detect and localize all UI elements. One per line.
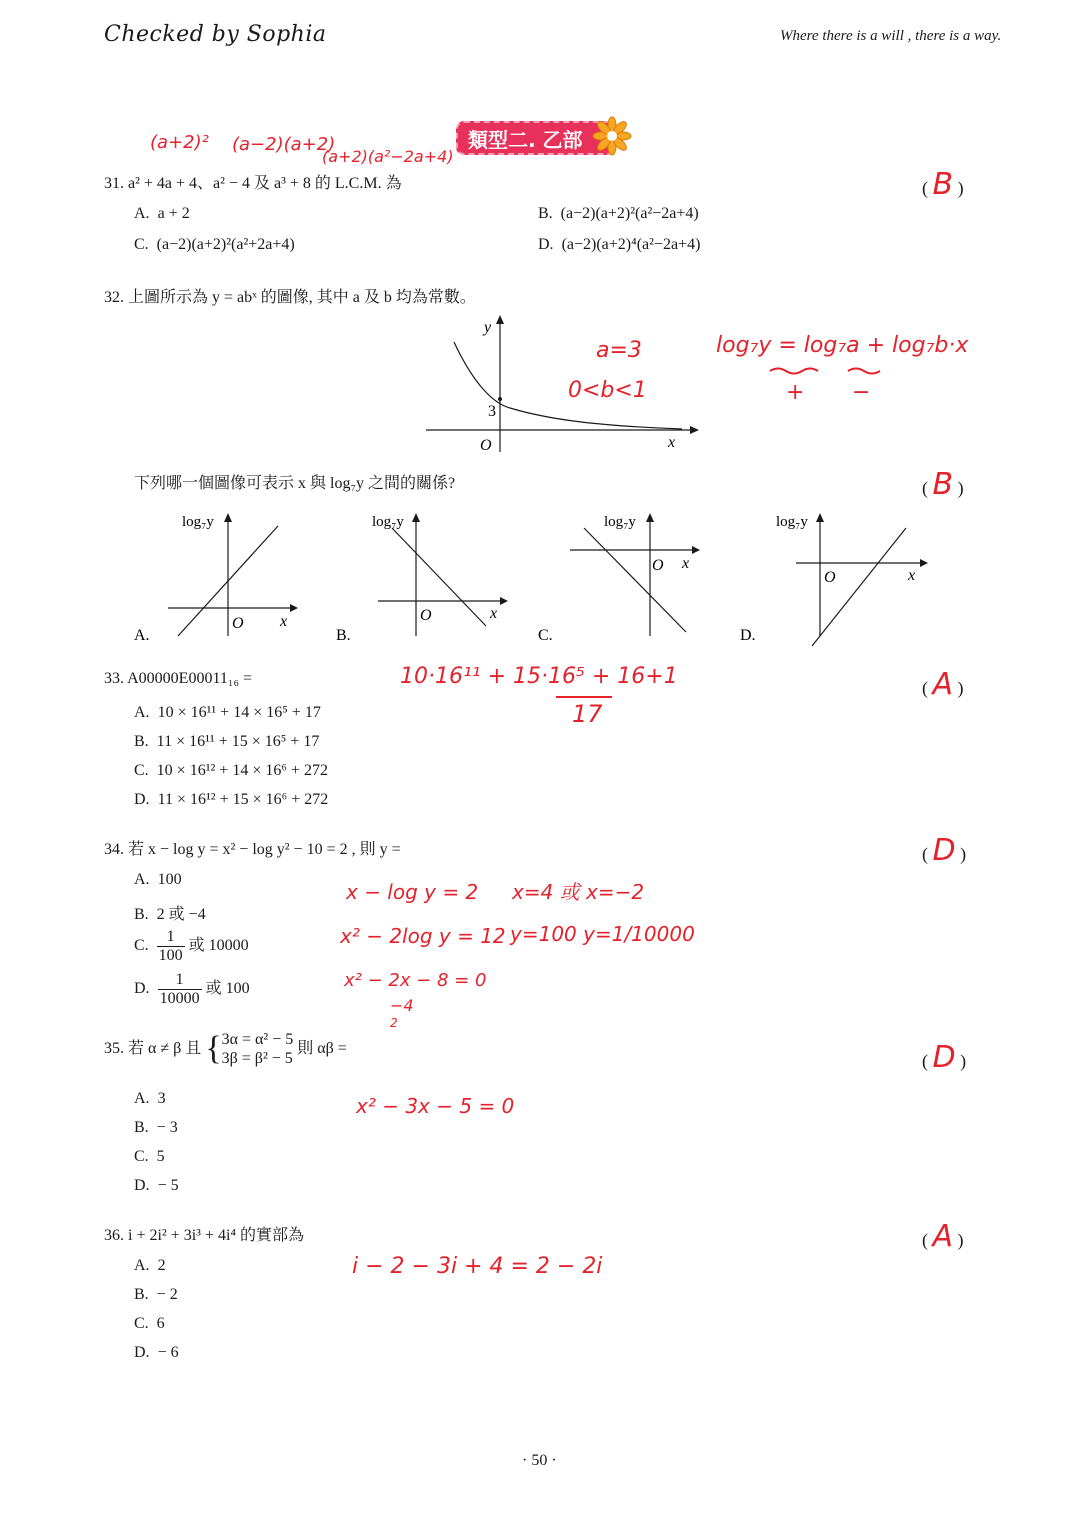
note-33-b: 17	[572, 700, 603, 728]
option-34-a: A. 100	[134, 871, 182, 888]
exp-graph-x: x	[668, 434, 676, 451]
option-31-d: D. (a−2)(a+2)⁴(a²−2a+4)	[538, 236, 701, 253]
exp-graph-yint: 3	[488, 403, 496, 420]
option-34-b: B. 2 或 −4	[134, 906, 206, 923]
flower-icon	[592, 116, 632, 156]
svg-text:log₇y: log₇y	[776, 514, 808, 530]
option-33-c: C. 10 × 16¹² + 14 × 16⁶ + 272	[134, 762, 328, 779]
note-35-a: x² − 3x − 5 = 0	[356, 1094, 515, 1118]
note-32-minus: −	[852, 380, 871, 405]
page-number: · 50 ·	[522, 1452, 557, 1469]
note-32-a: a=3	[596, 338, 642, 363]
svg-text:log₇y: log₇y	[182, 514, 214, 530]
question-32: 32. 上圖所示為 y = abˣ 的圖像, 其中 a 及 b 均為常數。	[104, 289, 476, 306]
svg-text:A.: A.	[134, 627, 150, 644]
note-34-c: x² − 2x − 8 = 0	[344, 970, 487, 991]
note-32-plus: +	[786, 380, 805, 405]
header-motto: Where there is a will , there is a way.	[780, 28, 1002, 44]
svg-text:D.: D.	[740, 627, 756, 644]
option-33-b: B. 11 × 16¹¹ + 15 × 16⁵ + 17	[134, 733, 320, 750]
option-36-a: A. 2	[134, 1257, 166, 1274]
option-32-d-graph	[736, 508, 936, 648]
option-34-d: D. $\frac{1}{10000}$ 或 100	[134, 971, 250, 1007]
note-31-c: (a+2)(a²−2a+4)	[322, 147, 454, 166]
option-36-b: B. − 2	[134, 1286, 178, 1303]
note-34-b: x² − 2log y = 12	[340, 924, 506, 948]
note-34-a: x − log y = 2	[346, 880, 479, 904]
svg-text:O: O	[420, 607, 432, 624]
note-32-underline	[768, 364, 888, 378]
option-31-a: A. a + 2	[134, 205, 190, 222]
svg-text:x: x	[490, 605, 498, 622]
answer-35: ( D )	[922, 1040, 967, 1075]
option-31-b: B. (a−2)(a+2)²(a²−2a+4)	[538, 205, 699, 222]
option-33-a: A. 10 × 16¹¹ + 14 × 16⁵ + 17	[134, 704, 321, 721]
note-34-e: 2	[390, 1016, 398, 1030]
question-35: 35. 若 α ≠ β 且 {3α = α² − 5 3β = β² − 5 則 αβ =	[104, 1030, 347, 1068]
svg-text:x: x	[280, 613, 288, 630]
note-34-g: y=100 y=1/10000	[510, 922, 695, 946]
question-31: 31. a² + 4a + 4、a² − 4 及 a³ + 8 的 L.C.M. 為	[104, 175, 402, 192]
svg-text:B.: B.	[336, 627, 351, 644]
svg-text:O: O	[232, 615, 244, 632]
svg-text:O: O	[652, 557, 664, 574]
answer-32: ( B )	[922, 467, 964, 502]
option-33-d: D. 11 × 16¹² + 15 × 16⁶ + 272	[134, 791, 329, 808]
option-36-d: D. − 6	[134, 1344, 179, 1361]
svg-text:x: x	[908, 567, 916, 584]
answer-31: ( B )	[922, 167, 964, 202]
option-32-a-graph	[130, 508, 310, 648]
answer-33: ( A )	[922, 667, 964, 702]
note-31-b: (a−2)(a+2)	[232, 134, 336, 155]
exp-graph-o: O	[480, 437, 492, 452]
svg-text:log₇y: log₇y	[372, 514, 404, 530]
header-signature: Checked by Sophia	[104, 22, 327, 47]
option-34-c: C. $\frac{1}{100}$ 或 10000	[134, 928, 249, 964]
svg-text:C.: C.	[538, 627, 553, 644]
note-33-line	[556, 696, 612, 698]
note-31-a: (a+2)²	[150, 132, 209, 153]
option-32-b-graph	[334, 508, 514, 648]
option-36-c: C. 6	[134, 1315, 165, 1332]
question-34: 34. 若 x − log y = x² − log y² − 10 = 2 , 則 y =	[104, 841, 401, 858]
note-34-d: −4	[390, 996, 414, 1015]
question-32-sub: 下列哪一個圖像可表示 x 與 log₇y 之間的關係?	[134, 475, 456, 492]
exp-graph	[420, 312, 700, 452]
question-33: 33. A00000E00011₁₆ =	[104, 670, 253, 687]
option-35-c: C. 5	[134, 1148, 165, 1165]
question-36: 36. i + 2i² + 3i³ + 4i⁴ 的實部為	[104, 1227, 305, 1244]
note-36-a: i − 2 − 3i + 4 = 2 − 2i	[352, 1254, 603, 1279]
answer-34: ( D )	[922, 833, 967, 868]
note-32-b: 0<b<1	[568, 378, 647, 403]
svg-text:x: x	[682, 555, 690, 572]
option-35-b: B. − 3	[134, 1119, 178, 1136]
option-31-c: C. (a−2)(a+2)²(a²+2a+4)	[134, 236, 295, 253]
note-33-a: 10·16¹¹ + 15·16⁵ + 16+1	[400, 664, 678, 689]
answer-36: ( A )	[922, 1219, 964, 1254]
note-34-f: x=4 或 x=−2	[512, 880, 645, 904]
note-32-c: log₇y = log₇a + log₇b·x	[716, 333, 969, 358]
option-35-d: D. − 5	[134, 1177, 179, 1194]
exp-graph-y: y	[484, 319, 492, 336]
section-badge: 類型二. 乙部	[456, 121, 616, 155]
svg-text:O: O	[824, 569, 836, 586]
svg-text:log₇y: log₇y	[604, 514, 636, 530]
option-32-c-graph	[536, 508, 716, 648]
option-35-a: A. 3	[134, 1090, 166, 1107]
